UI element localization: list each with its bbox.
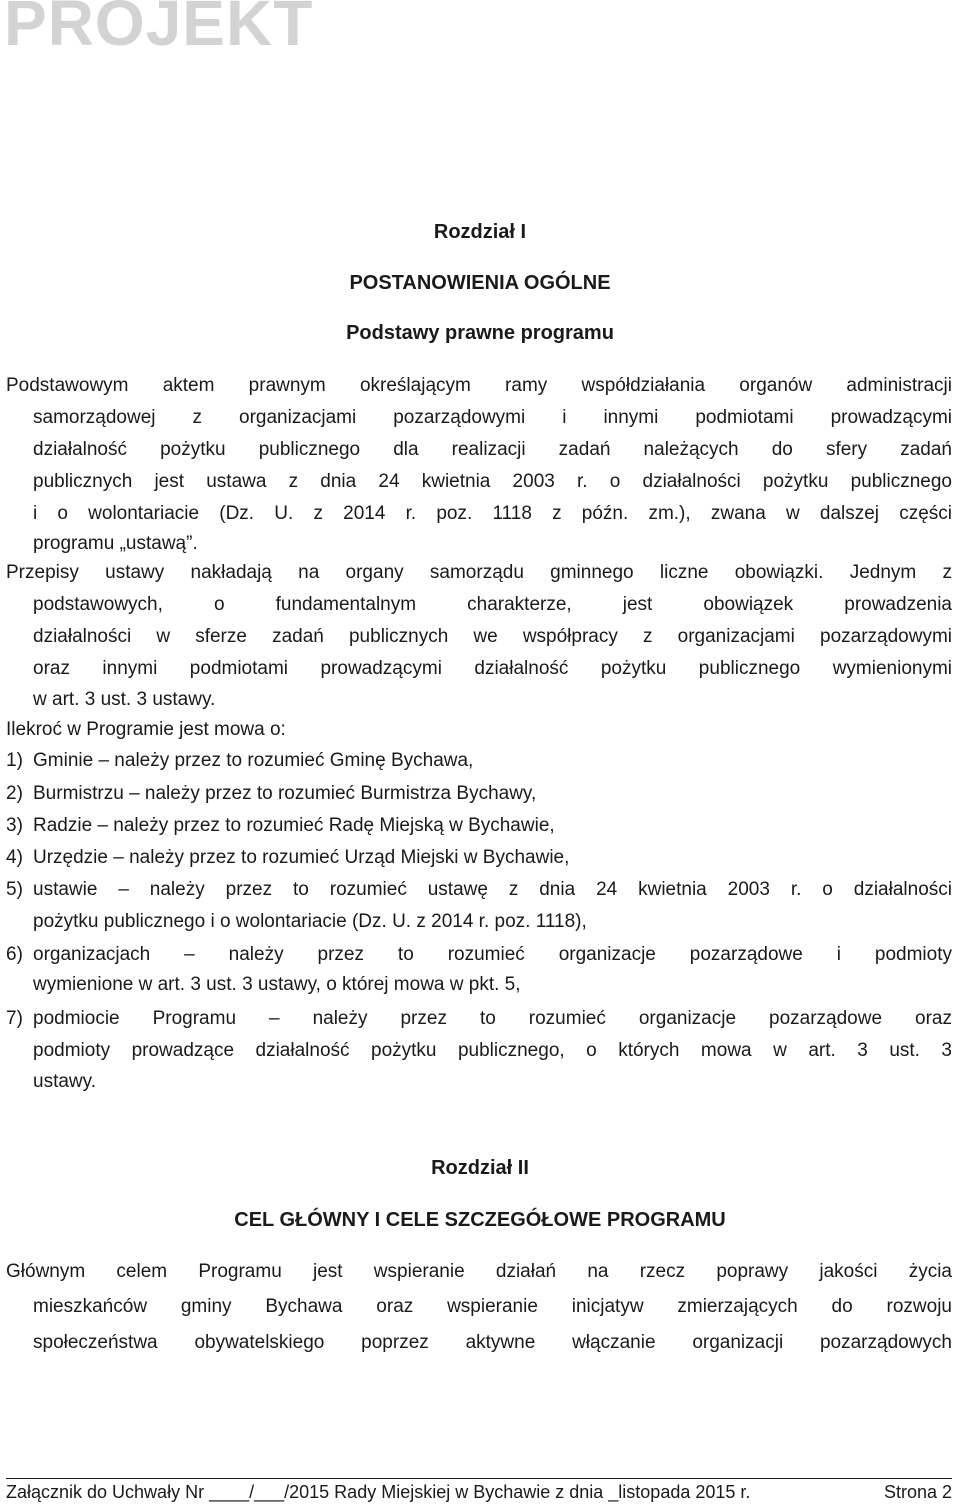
text-line: Przepisy ustawy nakładają na organy samorządu gminnego liczne obowiązki. Jednym z — [6, 562, 952, 583]
list-item-number: 4) — [6, 847, 23, 868]
chapter-2-number: Rozdział II — [431, 1157, 529, 1179]
chapter-1-number: Rozdział I — [433, 221, 527, 243]
list-item-number: 6) — [6, 944, 23, 965]
list-item: Gminie – należy przez to rozumieć Gminę Bychawa, — [33, 750, 474, 771]
list-item: Burmistrzu – należy przez to rozumieć Burmistrza Bychawy, — [33, 783, 537, 804]
list-item-number: 5) — [6, 879, 23, 900]
chapter-1-subtitle: Podstawy prawne programu — [346, 322, 614, 344]
list-item: Radzie – należy przez to rozumieć Radę Miejską w Bychawie, — [33, 815, 555, 836]
watermark: PROJEKT — [4, 0, 314, 59]
text-line: Podstawowym aktem prawnym określającym ramy współdziałania organów administracji — [6, 375, 952, 396]
list-item-continuation: pożytku publicznego i o wolontariacie (Dz. U. z 2014 r. poz. 1118), — [33, 911, 587, 932]
list-item: ustawie – należy przez to rozumieć ustawę z dnia 24 kwietnia 2003 r. o działalności — [33, 879, 952, 900]
text-line: programu „ustawą”. — [33, 533, 198, 554]
definitions-intro: Ilekroć w Programie jest mowa o: — [6, 719, 286, 740]
chapter-1-title: POSTANOWIENIA OGÓLNE — [349, 272, 611, 294]
list-item-number: 7) — [6, 1008, 23, 1029]
text-line: działalność pożytku publicznego dla realizacji zadań należących do sfery zadań — [33, 439, 952, 460]
text-line: podstawowych, o fundamentalnym charakterze, jest obowiązek prowadzenia — [33, 594, 952, 615]
list-item-number: 2) — [6, 783, 23, 804]
list-item-number: 1) — [6, 750, 23, 771]
list-item-continuation: podmioty prowadzące działalność pożytku publicznego, o których mowa w art. 3 ust. 3 — [33, 1040, 952, 1061]
list-item: organizacjach – należy przez to rozumieć organizacje pozarządowe i podmioty — [33, 944, 952, 965]
list-item: podmiocie Programu – należy przez to rozumieć organizacje pozarządowe oraz — [33, 1008, 952, 1029]
text-line: w art. 3 ust. 3 ustawy. — [33, 689, 216, 710]
footer-attachment-note: Załącznik do Uchwały Nr ____/___/2015 Rady Miejskiej w Bychawie z dnia _listopada 2015 r. — [6, 1482, 751, 1502]
text-line: społeczeństwa obywatelskiego poprzez aktywne włączanie organizacji pozarządowych — [33, 1332, 952, 1353]
text-line: Głównym celem Programu jest wspieranie działań na rzecz poprawy jakości życia — [6, 1261, 952, 1282]
text-line: i o wolontariacie (Dz. U. z 2014 r. poz. 1118 z późn. zm.), zwana w dalszej części — [33, 503, 952, 524]
chapter-2-title: CEL GŁÓWNY I CELE SZCZEGÓŁOWE PROGRAMU — [234, 1209, 726, 1231]
text-line: samorządowej z organizacjami pozarządowymi i innymi podmiotami prowadzącymi — [33, 407, 952, 428]
list-item-number: 3) — [6, 815, 23, 836]
list-item-continuation: wymienione w art. 3 ust. 3 ustawy, o której mowa w pkt. 5, — [33, 974, 521, 995]
text-line: działalności w sferze zadań publicznych we współpracy z organizacjami pozarządowymi — [33, 626, 952, 647]
page-footer — [6, 1478, 952, 1503]
text-line: oraz innymi podmiotami prowadzącymi działalność pożytku publicznego wymienionymi — [33, 658, 952, 679]
text-line: publicznych jest ustawa z dnia 24 kwietnia 2003 r. o działalności pożytku publicznego — [33, 471, 952, 492]
text-line: mieszkańców gminy Bychawa oraz wspieranie inicjatyw zmierzających do rozwoju — [33, 1296, 952, 1317]
list-item-continuation: ustawy. — [33, 1071, 97, 1092]
list-item: Urzędzie – należy przez to rozumieć Urząd Miejski w Bychawie, — [33, 847, 570, 868]
page-number: Strona 2 — [883, 1482, 952, 1502]
